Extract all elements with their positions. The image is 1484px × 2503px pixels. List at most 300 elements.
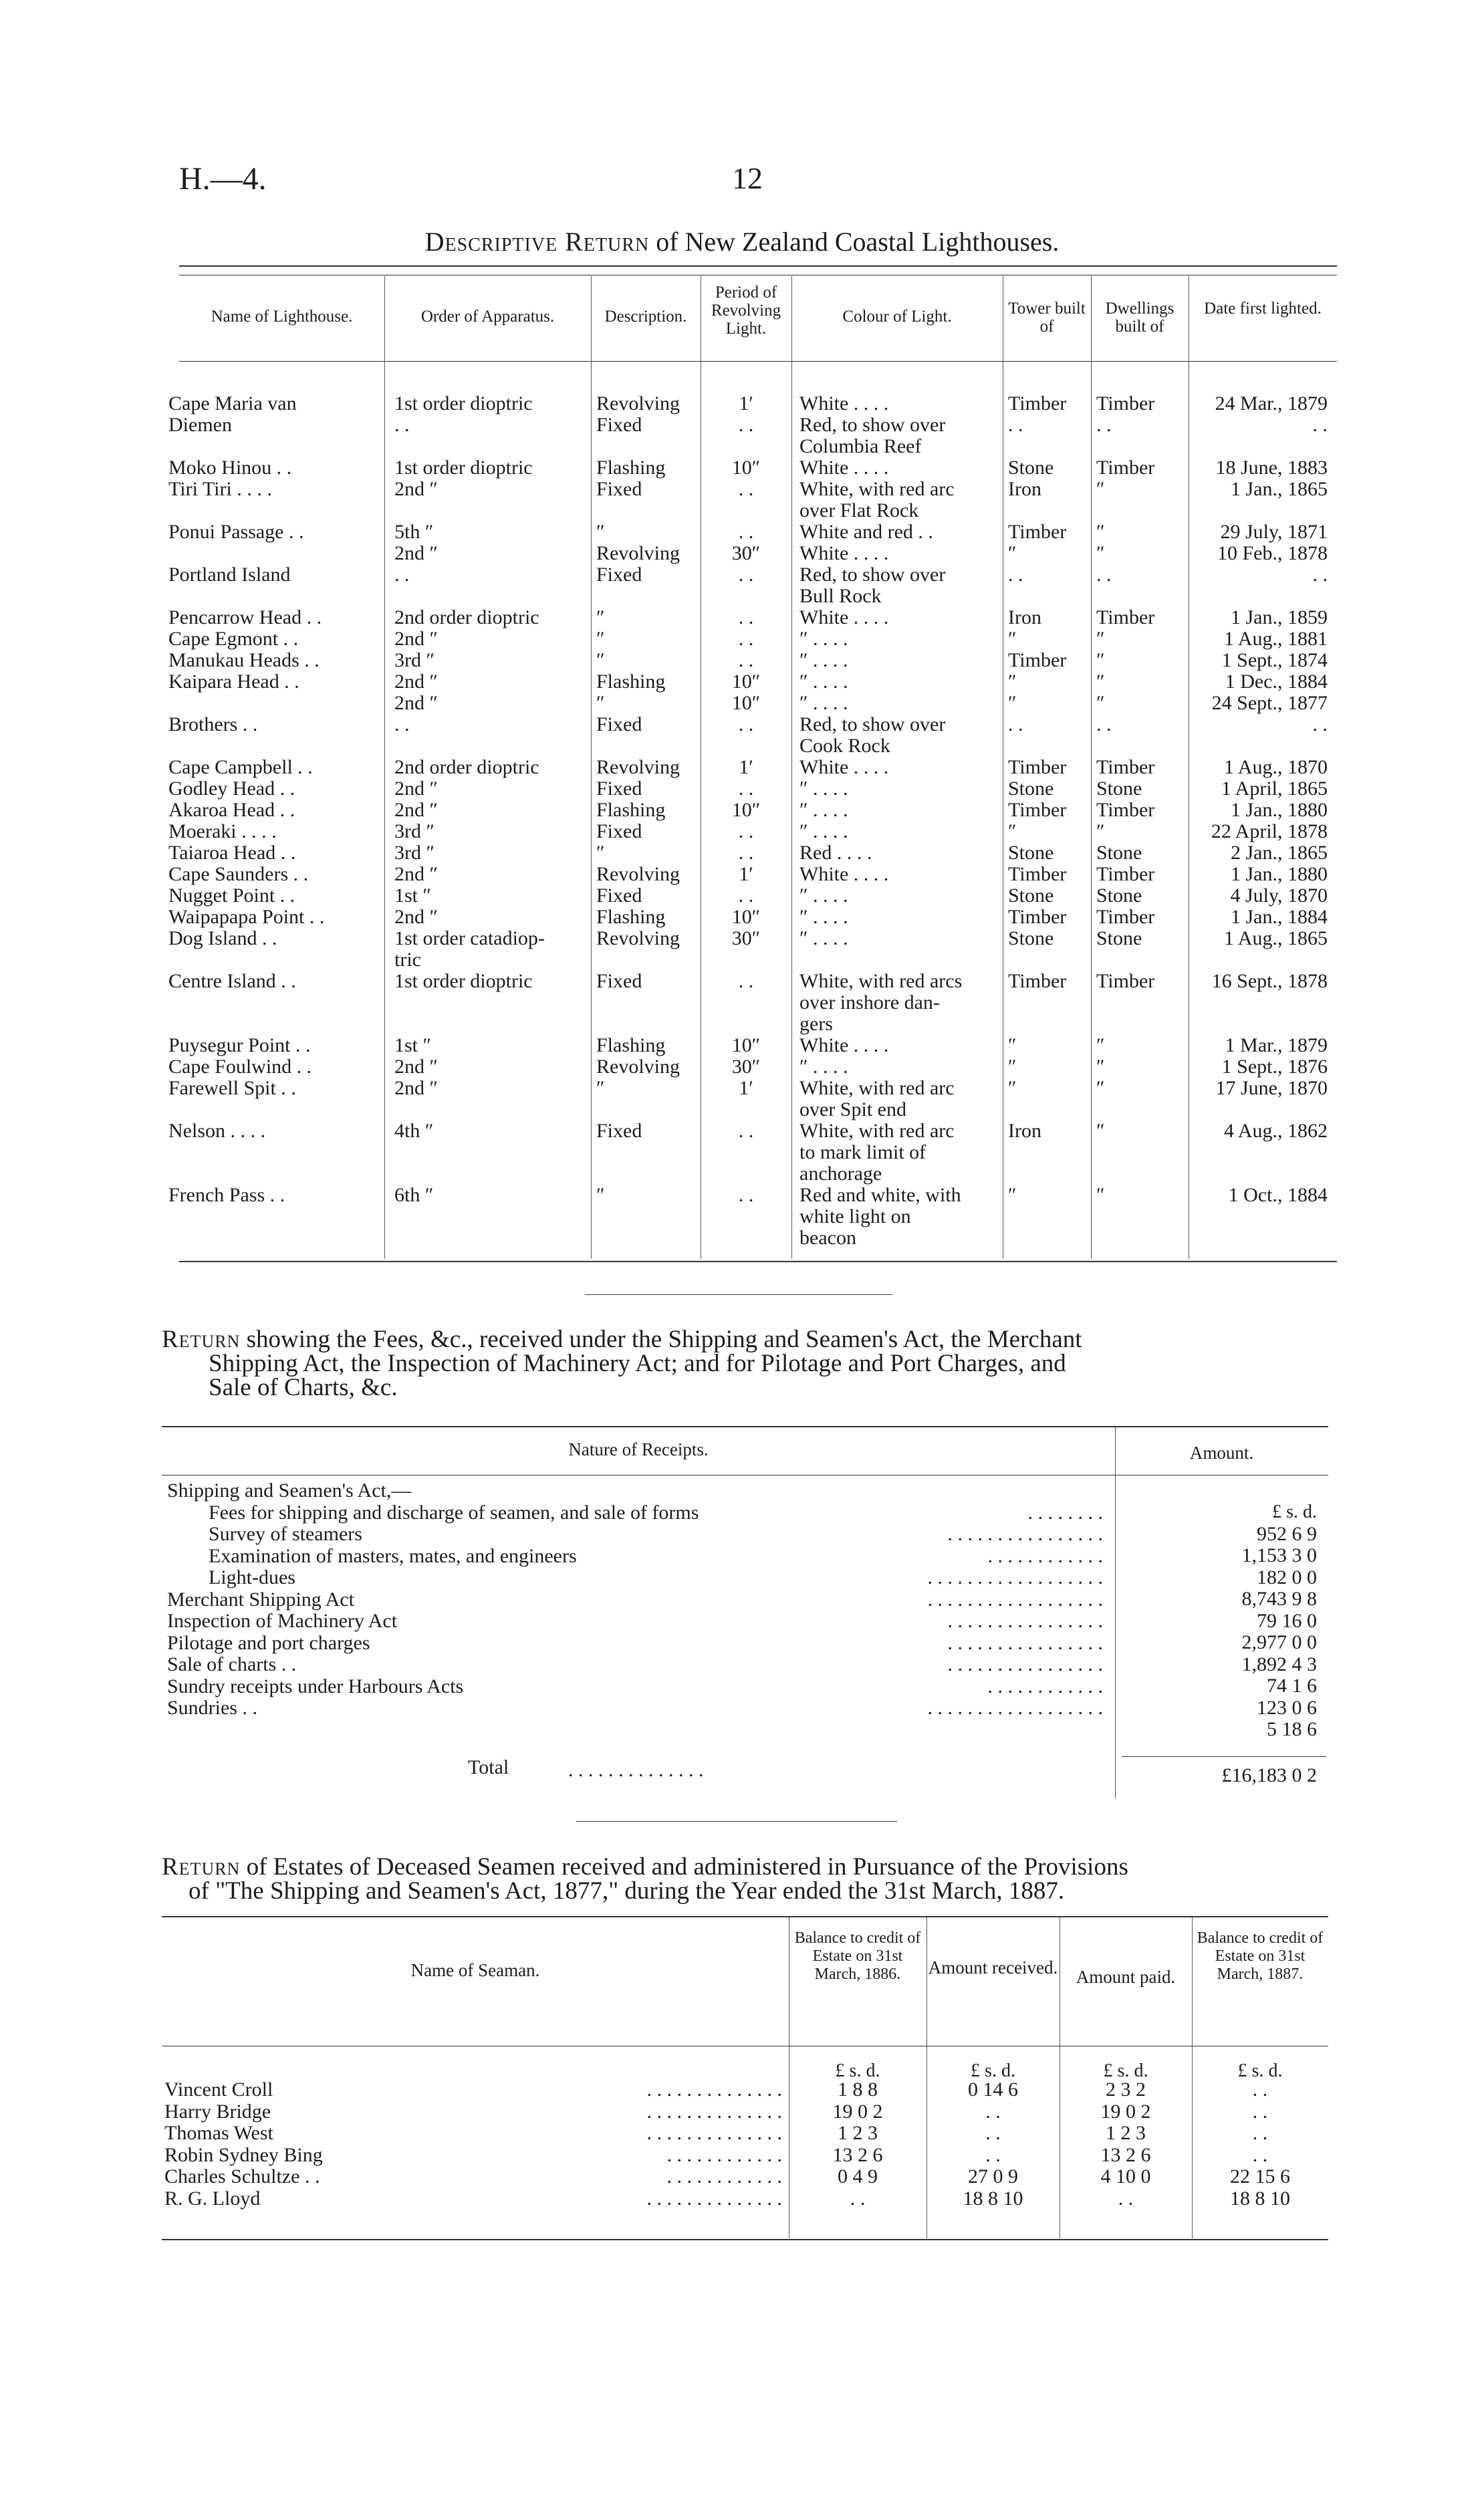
lh-tower: ″ <box>1008 1035 1017 1056</box>
lh-order: 5th ″ <box>394 521 434 543</box>
lh-colour: beacon <box>799 1227 856 1249</box>
lh-date: 29 July, 1871 <box>1220 521 1328 543</box>
estate-leaders: . . . . . . . . . . . . . . <box>646 2101 782 2123</box>
lh-period: . . <box>738 479 754 500</box>
lh-colour: White . . . . <box>799 607 889 628</box>
lh-description: ″ <box>596 842 605 864</box>
lh-dwellings: Timber <box>1096 971 1155 992</box>
estate-name: Harry Bridge <box>164 2101 271 2123</box>
lh-description: Fixed <box>596 714 642 735</box>
lh-tower: Timber <box>1008 521 1067 543</box>
lh-order: 2nd ″ <box>394 800 438 821</box>
lh-description: ″ <box>596 1078 605 1099</box>
lighthouse-title-rest: of New Zealand Coastal Lighthouses. <box>649 227 1060 257</box>
lh-tower: Timber <box>1008 800 1067 821</box>
receipt-amount: 5 18 6 <box>1267 1718 1317 1740</box>
receipt-leaders: . . . . . . . . . . . . <box>987 1675 1103 1697</box>
lh-colour: anchorage <box>799 1163 882 1185</box>
lh-order: 2nd order dioptric <box>394 757 539 778</box>
lh-description: Fixed <box>596 564 642 586</box>
estate-balance-1886: 13 2 6 <box>832 2144 883 2166</box>
lh-date: 16 Sept., 1878 <box>1211 971 1328 992</box>
receipt-leaders: . . . . . . . . . . . . . . . . <box>947 1632 1103 1654</box>
estate-currency-paid: £ s. d. <box>1103 2060 1148 2081</box>
estates-title-prefix: Return <box>162 1853 241 1881</box>
lh-colour: ″ . . . . <box>799 778 848 800</box>
lh-date: 1 Jan., 1865 <box>1231 479 1328 500</box>
header-period: Period of Revolving Light. <box>711 283 781 338</box>
lh-period: 1′ <box>739 1078 753 1099</box>
receipt-label: Sundry receipts under Harbours Acts <box>167 1675 464 1697</box>
lh-tower: Stone <box>1008 928 1054 949</box>
lh-name: Nelson . . . . <box>168 1120 265 1142</box>
lh-order: 1st ″ <box>394 885 432 907</box>
lh-period: 10″ <box>731 671 761 693</box>
lh-period: . . <box>738 714 754 735</box>
lh-tower: Timber <box>1008 864 1067 885</box>
lh-period: . . <box>738 1120 754 1142</box>
lh-dwellings: . . <box>1096 414 1112 436</box>
header-name: Name of Lighthouse. <box>211 308 353 326</box>
lh-colour: White, with red arc <box>799 479 955 500</box>
lh-colour: over Spit end <box>799 1099 906 1120</box>
lh-dwellings: Stone <box>1096 842 1142 864</box>
lh-name: Godley Head . . <box>168 778 295 800</box>
lh-order: 1st order dioptric <box>394 971 533 992</box>
lh-colour: ″ . . . . <box>799 671 848 693</box>
estate-paid: 4 10 0 <box>1100 2165 1151 2187</box>
lh-order: 4th ″ <box>394 1120 434 1142</box>
lh-name: Centre Island . . <box>168 971 296 992</box>
lh-description: ″ <box>596 1185 605 1206</box>
lh-period: 1′ <box>739 393 753 414</box>
lh-description: Revolving <box>596 393 680 414</box>
lh-description: Flashing <box>596 907 666 928</box>
lh-period: 10″ <box>731 693 761 714</box>
lh-date: 1 Oct., 1884 <box>1228 1185 1328 1206</box>
lh-dwellings: Timber <box>1096 757 1155 778</box>
lh-dwellings: Timber <box>1096 907 1155 928</box>
lh-tower: ″ <box>1008 693 1017 714</box>
estate-leaders: . . . . . . . . . . . . . . <box>646 2187 782 2210</box>
receipt-leaders: . . . . . . . . . . . . . . . . . . <box>927 1566 1103 1588</box>
lh-colour: White, with red arc <box>799 1120 955 1142</box>
estate-leaders: . . . . . . . . . . . . . . <box>646 2122 782 2144</box>
lh-tower: Timber <box>1008 971 1067 992</box>
receipt-amount: 79 16 0 <box>1257 1610 1317 1632</box>
header-amount: Amount. <box>1189 1443 1254 1463</box>
lh-dwellings: Timber <box>1096 800 1155 821</box>
lh-description: ″ <box>596 607 605 628</box>
lh-tower: . . <box>1008 564 1023 586</box>
estate-received: 18 8 10 <box>963 2187 1023 2210</box>
lh-colour: white light on <box>799 1206 911 1227</box>
lh-name: Puysegur Point . . <box>168 1035 311 1056</box>
estate-leaders: . . . . . . . . . . . . <box>666 2144 782 2166</box>
lh-order: 2nd ″ <box>394 693 438 714</box>
receipt-amount: 1,892 4 3 <box>1241 1653 1317 1675</box>
total-label: Total <box>468 1756 509 1778</box>
total-leaders: . . . . . . . . . . . . . . <box>568 1759 704 1781</box>
estate-received: . . <box>985 2144 1001 2166</box>
receipts-currency-header: £ s. d. <box>1272 1502 1317 1522</box>
lh-tower: Iron <box>1008 479 1041 500</box>
lh-period: . . <box>738 607 754 628</box>
lh-order: 2nd ″ <box>394 479 438 500</box>
estate-header-received: Amount received. <box>928 1957 1058 1978</box>
lh-colour: Red, to show over <box>799 564 946 586</box>
lh-dwellings: ″ <box>1096 821 1105 842</box>
estate-currency-1886: £ s. d. <box>835 2060 880 2081</box>
lh-order: 2nd ″ <box>394 864 438 885</box>
lh-tower: Stone <box>1008 885 1054 907</box>
lh-colour: ″ . . . . <box>799 821 848 842</box>
receipt-label: Fees for shipping and discharge of seamen, and sale of forms <box>209 1502 699 1524</box>
lh-dwellings: ″ <box>1096 1078 1105 1099</box>
lh-period: 1′ <box>739 757 753 778</box>
lh-colour: ″ . . . . <box>799 928 848 949</box>
lh-order: 2nd ″ <box>394 907 438 928</box>
lh-dwellings: Timber <box>1096 457 1155 479</box>
lh-name: Nugget Point . . <box>168 885 295 907</box>
lh-date: 1 Jan., 1880 <box>1231 864 1328 885</box>
lh-description: Fixed <box>596 971 642 992</box>
lh-date: 18 June, 1883 <box>1215 457 1328 479</box>
lh-colour: ″ . . . . <box>799 1056 848 1078</box>
lh-colour: ″ . . . . <box>799 693 848 714</box>
lh-description: Flashing <box>596 457 666 479</box>
lh-colour: Red . . . . <box>799 842 872 864</box>
header-date: Date first lighted. <box>1204 300 1322 318</box>
lh-tower: Stone <box>1008 778 1054 800</box>
lh-colour: Red, to show over <box>799 714 946 735</box>
lh-name: Diemen <box>168 414 232 436</box>
estate-currency-1887: £ s. d. <box>1237 2060 1283 2081</box>
lh-date: 17 June, 1870 <box>1215 1078 1328 1099</box>
lh-description: Flashing <box>596 800 666 821</box>
lh-name: Kaipara Head . . <box>168 671 299 693</box>
lh-order: 2nd ″ <box>394 1078 438 1099</box>
lh-dwellings: ″ <box>1096 543 1105 564</box>
lh-date: 1 Aug., 1870 <box>1223 757 1328 778</box>
receipt-leaders: . . . . . . . . <box>1027 1502 1103 1524</box>
lh-description: Fixed <box>596 778 642 800</box>
receipts-title-line3: Sale of Charts, &c. <box>209 1374 398 1401</box>
lh-dwellings: Timber <box>1096 607 1155 628</box>
lh-period: 30″ <box>731 543 761 564</box>
lh-name: Moeraki . . . . <box>168 821 277 842</box>
lh-date: 4 Aug., 1862 <box>1223 1120 1328 1142</box>
lh-period: 10″ <box>731 907 761 928</box>
lh-period: . . <box>738 628 754 650</box>
lh-date: 1 Jan., 1859 <box>1231 607 1328 628</box>
lh-period: . . <box>738 821 754 842</box>
lh-tower: ″ <box>1008 1078 1017 1099</box>
lh-date: 1 Mar., 1879 <box>1225 1035 1328 1056</box>
estates-title-line2: of "The Shipping and Seamen's Act, 1877," during the Year ended the 31st March, 1887. <box>189 1877 1065 1905</box>
receipt-amount: 2,977 0 0 <box>1241 1631 1317 1653</box>
lh-dwellings: ″ <box>1096 1185 1105 1206</box>
lh-dwellings: ″ <box>1096 671 1105 693</box>
lh-colour: ″ . . . . <box>799 907 848 928</box>
lh-period: . . <box>738 1185 754 1206</box>
receipts-title-line2: Shipping Act, the Inspection of Machinery Act; and for Pilotage and Port Charges, and <box>209 1350 1066 1377</box>
estate-balance-1886: 1 2 3 <box>838 2122 878 2144</box>
header-dwellings: Dwellings built of <box>1105 300 1174 336</box>
estate-balance-1886: 1 8 8 <box>838 2078 878 2101</box>
lh-colour: White . . . . <box>799 543 889 564</box>
lh-description: ″ <box>596 650 605 671</box>
receipt-leaders: . . . . . . . . . . . . . . . . . . <box>927 1588 1103 1611</box>
lh-period: 10″ <box>731 457 761 479</box>
lh-tower: ″ <box>1008 628 1017 650</box>
lh-name: Cape Saunders . . <box>168 864 309 885</box>
estate-leaders: . . . . . . . . . . . . <box>666 2165 782 2187</box>
lh-period: 30″ <box>731 1056 761 1078</box>
receipts-title-line1: showing the Fees, &c., received under the Shipping and Seamen's Act, the Merchant <box>240 1326 1082 1353</box>
lh-description: ″ <box>596 521 605 543</box>
estate-leaders: . . . . . . . . . . . . . . <box>646 2078 782 2101</box>
lh-date: 1 Sept., 1874 <box>1221 650 1328 671</box>
lh-colour: White, with red arc <box>799 1078 955 1099</box>
estate-currency-received: £ s. d. <box>971 2060 1015 2081</box>
lh-colour: gers <box>799 1014 833 1035</box>
lh-dwellings: Stone <box>1096 885 1142 907</box>
lh-description: Revolving <box>596 757 680 778</box>
lh-period: 10″ <box>731 800 761 821</box>
receipt-label: Pilotage and port charges <box>167 1632 370 1654</box>
receipt-label: Shipping and Seamen's Act,— <box>167 1479 412 1502</box>
lh-tower: Timber <box>1008 757 1067 778</box>
lh-name: Brothers . . <box>168 714 258 735</box>
lh-name: Taiaroa Head . . <box>168 842 296 864</box>
lh-name: Cape Foulwind . . <box>168 1056 312 1078</box>
lh-period: . . <box>738 842 754 864</box>
lh-description: Revolving <box>596 928 680 949</box>
lh-date: 24 Sept., 1877 <box>1211 693 1328 714</box>
lh-colour: Red, to show over <box>799 414 946 436</box>
header-tower: Tower built of <box>1008 300 1086 336</box>
lh-dwellings: ″ <box>1096 521 1105 543</box>
estate-paid: 19 0 2 <box>1100 2101 1151 2123</box>
lh-name: Farewell Spit . . <box>168 1078 296 1099</box>
receipt-amount: 952 6 9 <box>1257 1523 1317 1545</box>
lh-tower: ″ <box>1008 821 1017 842</box>
lh-description: Revolving <box>596 543 680 564</box>
lh-period: . . <box>738 521 754 543</box>
lh-period: 30″ <box>731 928 761 949</box>
lh-name: Pencarrow Head . . <box>168 607 322 628</box>
estate-name: Charles Schultze . . <box>164 2165 320 2187</box>
lh-name: Akaroa Head . . <box>168 800 295 821</box>
lh-name: Tiri Tiri . . . . <box>168 479 272 500</box>
lh-description: ″ <box>596 628 605 650</box>
lighthouse-title-prefix: Descriptive Return <box>424 227 650 257</box>
lh-name: French Pass . . <box>168 1185 285 1206</box>
lh-colour: Red and white, with <box>799 1185 961 1206</box>
lh-order: 2nd order dioptric <box>394 607 539 628</box>
estate-header-paid: Amount paid. <box>1076 1967 1176 1987</box>
lh-colour: White, with red arcs <box>799 971 963 992</box>
lh-dwellings: Timber <box>1096 393 1155 414</box>
header-order: Order of Apparatus. <box>420 308 555 326</box>
lh-order: 2nd ″ <box>394 778 438 800</box>
receipt-label: Sundries . . <box>167 1697 257 1719</box>
lh-dwellings: Stone <box>1096 928 1142 949</box>
estate-received: . . <box>985 2101 1001 2123</box>
receipt-amount: 123 0 6 <box>1257 1697 1317 1719</box>
estate-header-balance-1887: Balance to credit of Estate on 31st March, 1887. <box>1197 1929 1324 1983</box>
lh-name: Cape Maria van <box>168 393 297 414</box>
lh-tower: ″ <box>1008 1185 1017 1206</box>
lh-colour: White . . . . <box>799 457 889 479</box>
header-colour: Colour of Light. <box>842 308 952 326</box>
lh-order: 1st ″ <box>394 1035 432 1056</box>
lh-date: 1 Sept., 1876 <box>1221 1056 1328 1078</box>
lh-description: Fixed <box>596 821 642 842</box>
estate-name: Thomas West <box>164 2122 273 2144</box>
receipt-amount: 74 1 6 <box>1267 1675 1317 1697</box>
lh-colour: White . . . . <box>799 864 889 885</box>
lh-period: 1′ <box>739 864 753 885</box>
total-amount: £16,183 0 2 <box>1221 1764 1317 1786</box>
lh-name: Dog Island . . <box>168 928 277 949</box>
lh-description: Fixed <box>596 479 642 500</box>
header-nature: Nature of Receipts. <box>568 1439 709 1459</box>
lh-dwellings: Timber <box>1096 864 1155 885</box>
estate-received: 27 0 9 <box>968 2165 1018 2187</box>
receipt-amount: 8,743 9 8 <box>1241 1588 1317 1610</box>
lh-dwellings: . . <box>1096 564 1112 586</box>
lh-period: . . <box>738 885 754 907</box>
lh-name: Cape Egmont . . <box>168 628 299 650</box>
lh-period: . . <box>738 778 754 800</box>
estate-received: . . <box>985 2122 1001 2144</box>
receipt-leaders: . . . . . . . . . . . . . . . . <box>947 1610 1103 1632</box>
estates-title-line1: of Estates of Deceased Seamen received and administered in Pursuance of the Provisions <box>240 1853 1128 1881</box>
lh-name: Moko Hinou . . <box>168 457 292 479</box>
estate-balance-1886: 19 0 2 <box>832 2101 883 2123</box>
lh-tower: Stone <box>1008 457 1054 479</box>
lh-dwellings: ″ <box>1096 628 1105 650</box>
lh-description: Revolving <box>596 1056 680 1078</box>
lh-tower: ″ <box>1008 543 1017 564</box>
lh-description: ″ <box>596 693 605 714</box>
lh-date: 22 April, 1878 <box>1211 821 1328 842</box>
lh-order: 2nd ″ <box>394 671 438 693</box>
receipt-leaders: . . . . . . . . . . . . . . . . . . <box>927 1697 1103 1719</box>
header-description: Description. <box>604 308 687 326</box>
estate-balance-1887: 22 15 6 <box>1230 2165 1290 2187</box>
lh-date: 24 Mar., 1879 <box>1215 393 1328 414</box>
lh-colour: ″ . . . . <box>799 650 848 671</box>
receipt-leaders: . . . . . . . . . . . . <box>987 1545 1103 1567</box>
lh-description: Fixed <box>596 414 642 436</box>
lh-period: . . <box>738 564 754 586</box>
lh-colour: Columbia Reef <box>799 436 922 457</box>
receipt-label: Merchant Shipping Act <box>167 1588 354 1611</box>
lh-period: . . <box>738 971 754 992</box>
lh-tower: ″ <box>1008 671 1017 693</box>
receipt-amount: 1,153 3 0 <box>1241 1544 1317 1566</box>
lh-period: . . <box>738 414 754 436</box>
lh-order: 6th ″ <box>394 1185 434 1206</box>
lh-tower: Timber <box>1008 907 1067 928</box>
estate-paid: 2 3 2 <box>1106 2078 1146 2101</box>
receipt-label: Sale of charts . . <box>167 1653 297 1675</box>
estate-name: R. G. Lloyd <box>164 2187 261 2210</box>
lh-order: 3rd ″ <box>394 842 435 864</box>
lh-description: Flashing <box>596 671 666 693</box>
lh-dwellings: ″ <box>1096 1056 1105 1078</box>
lh-date: 1 Jan., 1884 <box>1231 907 1328 928</box>
lh-date: 1 Aug., 1865 <box>1223 928 1328 949</box>
lh-colour: White . . . . <box>799 757 889 778</box>
lh-period: 10″ <box>731 1035 761 1056</box>
lh-date: 1 Dec., 1884 <box>1225 671 1328 693</box>
lh-name: Portland Island <box>168 564 291 586</box>
estate-balance-1887: . . <box>1252 2101 1268 2123</box>
lh-colour: White . . . . <box>799 1035 889 1056</box>
lh-order: tric <box>394 949 421 971</box>
lh-date: . . <box>1312 714 1328 735</box>
estate-balance-1887: . . <box>1252 2122 1268 2144</box>
lh-tower: . . <box>1008 714 1023 735</box>
page-ref: H.—4. <box>179 161 267 197</box>
lh-colour: White . . . . <box>799 393 889 414</box>
estate-received: 0 14 6 <box>968 2078 1018 2101</box>
lh-description: Flashing <box>596 1035 666 1056</box>
estate-balance-1887: . . <box>1252 2144 1268 2166</box>
lh-tower: Timber <box>1008 393 1067 414</box>
lh-tower: Stone <box>1008 842 1054 864</box>
lh-colour: ″ . . . . <box>799 628 848 650</box>
lh-tower: ″ <box>1008 1056 1017 1078</box>
lh-dwellings: ″ <box>1096 693 1105 714</box>
lh-description: Revolving <box>596 864 680 885</box>
estate-header-name: Name of Seaman. <box>410 1960 540 1980</box>
estate-balance-1886: 0 4 9 <box>838 2165 878 2187</box>
lh-colour: Cook Rock <box>799 735 890 757</box>
lh-order: . . <box>394 714 410 735</box>
estate-paid: . . <box>1118 2187 1134 2210</box>
lh-order: 3rd ″ <box>394 650 435 671</box>
lh-dwellings: ″ <box>1096 1035 1105 1056</box>
estate-name: Robin Sydney Bing <box>164 2144 323 2166</box>
receipt-leaders: . . . . . . . . . . . . . . . . <box>947 1523 1103 1545</box>
lh-date: . . <box>1312 414 1328 436</box>
estate-balance-1887: 18 8 10 <box>1230 2187 1290 2210</box>
receipts-title-prefix: Return <box>162 1326 241 1353</box>
page-number: 12 <box>732 161 763 195</box>
lh-colour: Bull Rock <box>799 586 882 607</box>
receipt-amount: 182 0 0 <box>1257 1566 1317 1588</box>
lh-description: Fixed <box>596 885 642 907</box>
lh-date: 1 Jan., 1880 <box>1231 800 1328 821</box>
estate-balance-1886: . . <box>850 2187 866 2210</box>
estate-paid: 13 2 6 <box>1100 2144 1151 2166</box>
lh-tower: . . <box>1008 414 1023 436</box>
lh-date: 1 Aug., 1881 <box>1223 628 1328 650</box>
lh-dwellings: ″ <box>1096 650 1105 671</box>
lh-order: 2nd ″ <box>394 1056 438 1078</box>
lh-colour: to mark limit of <box>799 1142 926 1163</box>
receipt-label: Survey of steamers <box>209 1523 362 1545</box>
lh-order: 1st order dioptric <box>394 393 533 414</box>
lh-dwellings: . . <box>1096 714 1112 735</box>
lh-order: 2nd ″ <box>394 543 438 564</box>
lh-description: Fixed <box>596 1120 642 1142</box>
